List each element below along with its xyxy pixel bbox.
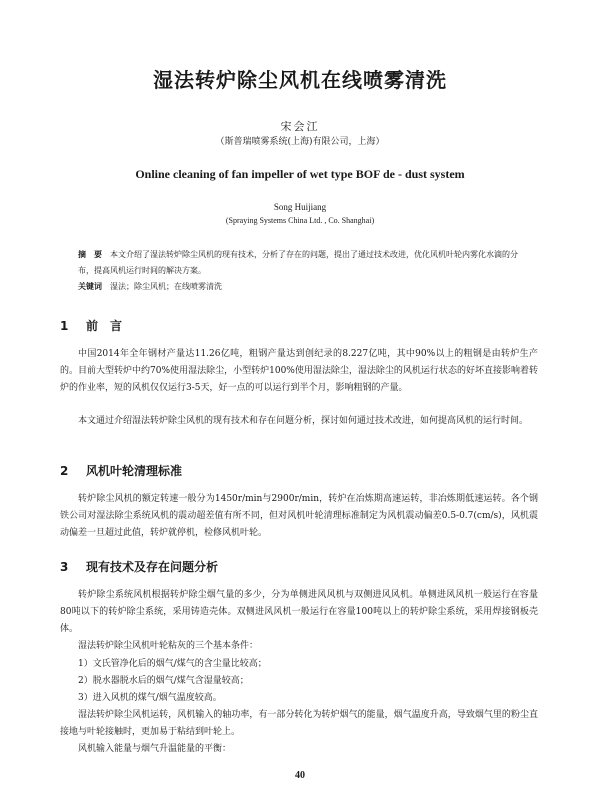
section-heading [60,558,218,575]
affiliation-cn: （斯普瑞喷雾系统(上海)有限公司，上海） [215,137,385,147]
body-paragraph: 转炉除尘系统风机根据转炉除尘烟气量的多少，分为单侧进风风机与双侧进风风机。单侧进风风机一般运行在容量80吨以下的转炉除尘系统，采用铸造壳体。双侧进风风机一般运行在容量100吨以上的转炉除尘系统，采用焊接钢板壳体。 [60,590,538,634]
keywords-label: 关键词 [78,282,102,291]
section-title: 现有技术及存在问题分析 [86,560,219,574]
author-name-cn: 宋会江 [280,120,320,133]
section-heading [60,462,182,479]
abstract-label: 摘 要 [78,250,102,259]
author-name-en: Song Huijiang [273,202,327,212]
affiliation-en: (Spraying Systems China Ltd. , Co. Shanghai) [225,216,375,225]
section-number: 3 [60,560,69,574]
page-number: 40 [295,770,305,781]
paper-title-cn: 湿法转炉除尘风机在线喷雾清洗 [153,68,447,92]
body-paragraph: 中国2014年全年钢材产量达11.26亿吨，粗钢产量达到创纪录的8.227亿吨，其中90%以上的粗钢是由转炉生产的。目前大型转炉中约70%使用湿法除尘，小型转炉100%使用湿法除尘，湿法除尘的风机运行状态的好坏直接影响着转炉的作业率，短的风机仅仅运行3-5天，好一点的可以运行到半个月，影响粗钢的产量。 [60,349,538,393]
abstract [78,247,530,279]
body-paragraph: 湿法转炉除尘风机叶轮粘灰的三个基本条件： [78,641,259,651]
section-heading [60,317,122,334]
body-paragraph: 本文通过介绍湿法转炉除尘风机的现有技术和存在问题分析，探讨如何通过技术改进，如何提高风机的运行时间。 [78,416,529,426]
list-item: 3）进入风机的煤气/烟气温度较高。 [78,693,222,703]
section-number: 2 [60,464,69,478]
paper-title-en: Online cleaning of fan impeller of wet type BOF de - dust system [135,167,465,181]
section-title: 风机叶轮清理标准 [86,464,183,478]
keywords-text: 湿法；除尘风机；在线喷雾清洗 [110,282,222,291]
body-paragraph: 风机输入能量与烟气升温能量的平衡： [78,744,232,754]
list-item: 1）文氏管净化后的烟气/煤气的含尘量比较高； [78,659,267,669]
keywords [78,281,530,292]
list-item: 2）脱水器脱水后的烟气/煤气含湿量较高； [78,676,249,686]
section-title: 前 言 [86,319,123,333]
body-paragraph: 转炉除尘风机的额定转速一般分为1450r/min与2900r/min，转炉在冶炼期高速运转，非冶炼期低速运转。各个钢铁公司对湿法除尘系统风机的震动超差值有所不同，但对风机叶轮清理标准制定为风机震动偏差0.5-0.7(cm/s)，风机震动偏差一旦超过此值，转炉就停机，检修风机叶轮。 [60,494,538,538]
section-number: 1 [60,319,69,333]
body-paragraph: 湿法转炉除尘风机运转，风机输入的轴功率，有一部分转化为转炉烟气的能量，烟气温度升高，导致烟气里的粉尘直接地与叶轮接触时，更加易于粘结到叶轮上。 [60,710,538,737]
abstract-text: 本文介绍了湿法转炉除尘风机的现有技术，分析了存在的问题，提出了通过技术改进，优化风机叶轮内雾化水滴的分布，提高风机运行时间的解决方案。 [78,250,518,275]
